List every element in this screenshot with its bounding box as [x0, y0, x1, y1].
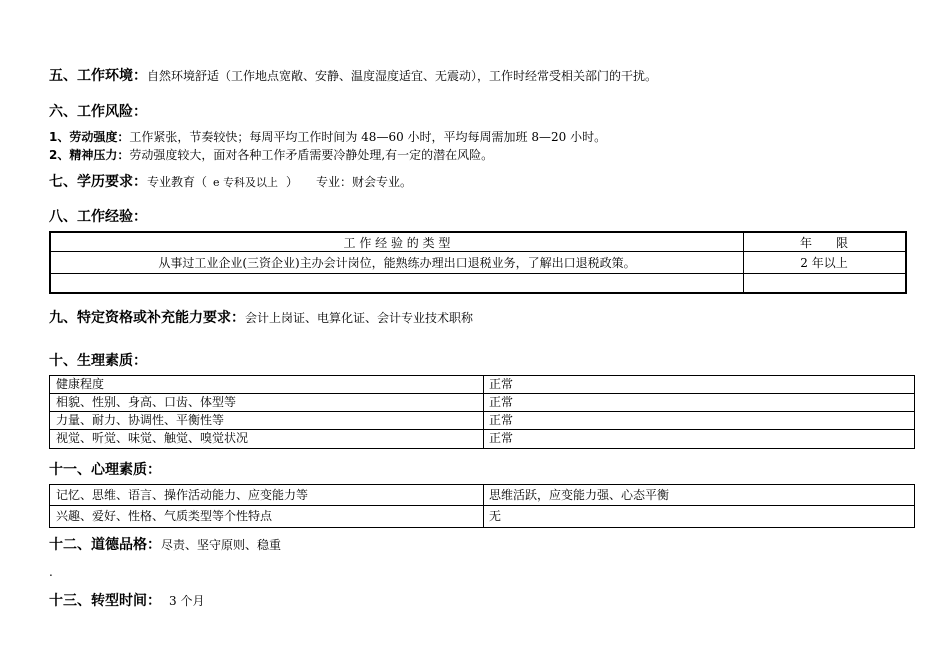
experience-years-cell [743, 274, 905, 292]
section-education [49, 171, 412, 191]
table-row [50, 506, 914, 527]
table-row [50, 412, 914, 430]
section-title: 十二、道德品格： [49, 537, 161, 553]
table-row [50, 394, 914, 412]
risk-text: 劳动强度较大，面对各种工作矛盾需要冷静处理,有一定的潜在风险。 [129, 148, 494, 162]
section-title-psychological: 十一、心理素质： [49, 462, 161, 478]
experience-type-cell: 从事过工业企业(三资企业)主办会计岗位，能熟练办理出口退税业务，了解出口退税政策。 [51, 252, 744, 273]
section-qualifications [49, 307, 473, 327]
header-type: 工 作 经 验 的 类 型 [51, 233, 744, 251]
section-text: 3 个月 [169, 594, 205, 608]
section-title-physical: 十、生理素质： [49, 353, 147, 369]
table-row [50, 376, 914, 394]
stray-dot: . [49, 565, 53, 579]
table-cell-value: 无 [489, 509, 502, 523]
experience-table [49, 231, 907, 294]
physical-table [49, 375, 915, 449]
table-row [50, 485, 914, 506]
table-cell-key: 健康程度 [50, 376, 484, 393]
table-cell-key: 兴趣、爱好、性格、气质类型等个性特点 [50, 506, 484, 527]
experience-type-cell [51, 274, 744, 292]
psychological-table [49, 484, 915, 528]
risk-label: 1、劳动强度： [49, 130, 130, 144]
section-work-environment [49, 65, 657, 85]
table-header-row [51, 233, 905, 252]
table-cell-value: 正常 [489, 431, 514, 445]
section-title: 五、工作环境： [49, 68, 147, 84]
risk-item-labor-intensity [49, 126, 606, 145]
section-title: 十三、转型时间： [49, 593, 161, 609]
section-transition-time [49, 590, 204, 610]
table-row [50, 430, 914, 448]
section-text: 会计上岗证、电算化证、会计专业技术职称 [245, 311, 474, 325]
section-title: 九、特定资格或补充能力要求： [49, 310, 245, 326]
table-row [51, 274, 905, 292]
education-close: ） [286, 175, 299, 189]
section-title-experience: 八、工作经验： [49, 209, 147, 225]
education-prefix: 专业教育（ [147, 175, 208, 189]
risk-text: 工作紧张，节奏较快；每周平均工作时间为 48—60 小时，平均每周需加班 8—20 小时。 [129, 130, 607, 144]
education-major: 专业：财会专业。 [316, 175, 413, 189]
table-cell-key: 记忆、思维、语言、操作活动能力、应变能力等 [50, 485, 484, 505]
table-cell-value: 思维活跃，应变能力强、心态平衡 [489, 488, 670, 502]
section-title-work-risk: 六、工作风险： [49, 104, 147, 120]
header-years: 年 限 [799, 235, 848, 250]
section-text: 尽责、坚守原则、稳重 [161, 538, 282, 552]
table-cell-key: 视觉、听觉、味觉、触觉、嗅觉状况 [50, 430, 484, 448]
risk-item-mental-pressure [49, 144, 493, 163]
table-cell-value: 正常 [489, 395, 514, 409]
section-moral-character [49, 534, 281, 554]
table-row [51, 252, 905, 274]
table-cell-key: 力量、耐力、协调性、平衡性等 [50, 412, 484, 429]
education-level: e 专科及以上 [213, 176, 279, 189]
experience-years-cell: 2 年以上 [800, 256, 848, 270]
section-text: 自然环境舒适（工作地点宽敞、安静、温度湿度适宜、无震动），工作时经常受相关部门的干扰。 [147, 69, 658, 83]
table-cell-value: 正常 [489, 377, 514, 391]
table-cell-value: 正常 [489, 413, 514, 427]
section-title: 七、学历要求： [49, 174, 147, 190]
risk-label: 2、精神压力： [49, 148, 130, 162]
table-cell-key: 相貌、性别、身高、口齿、体型等 [50, 394, 484, 411]
